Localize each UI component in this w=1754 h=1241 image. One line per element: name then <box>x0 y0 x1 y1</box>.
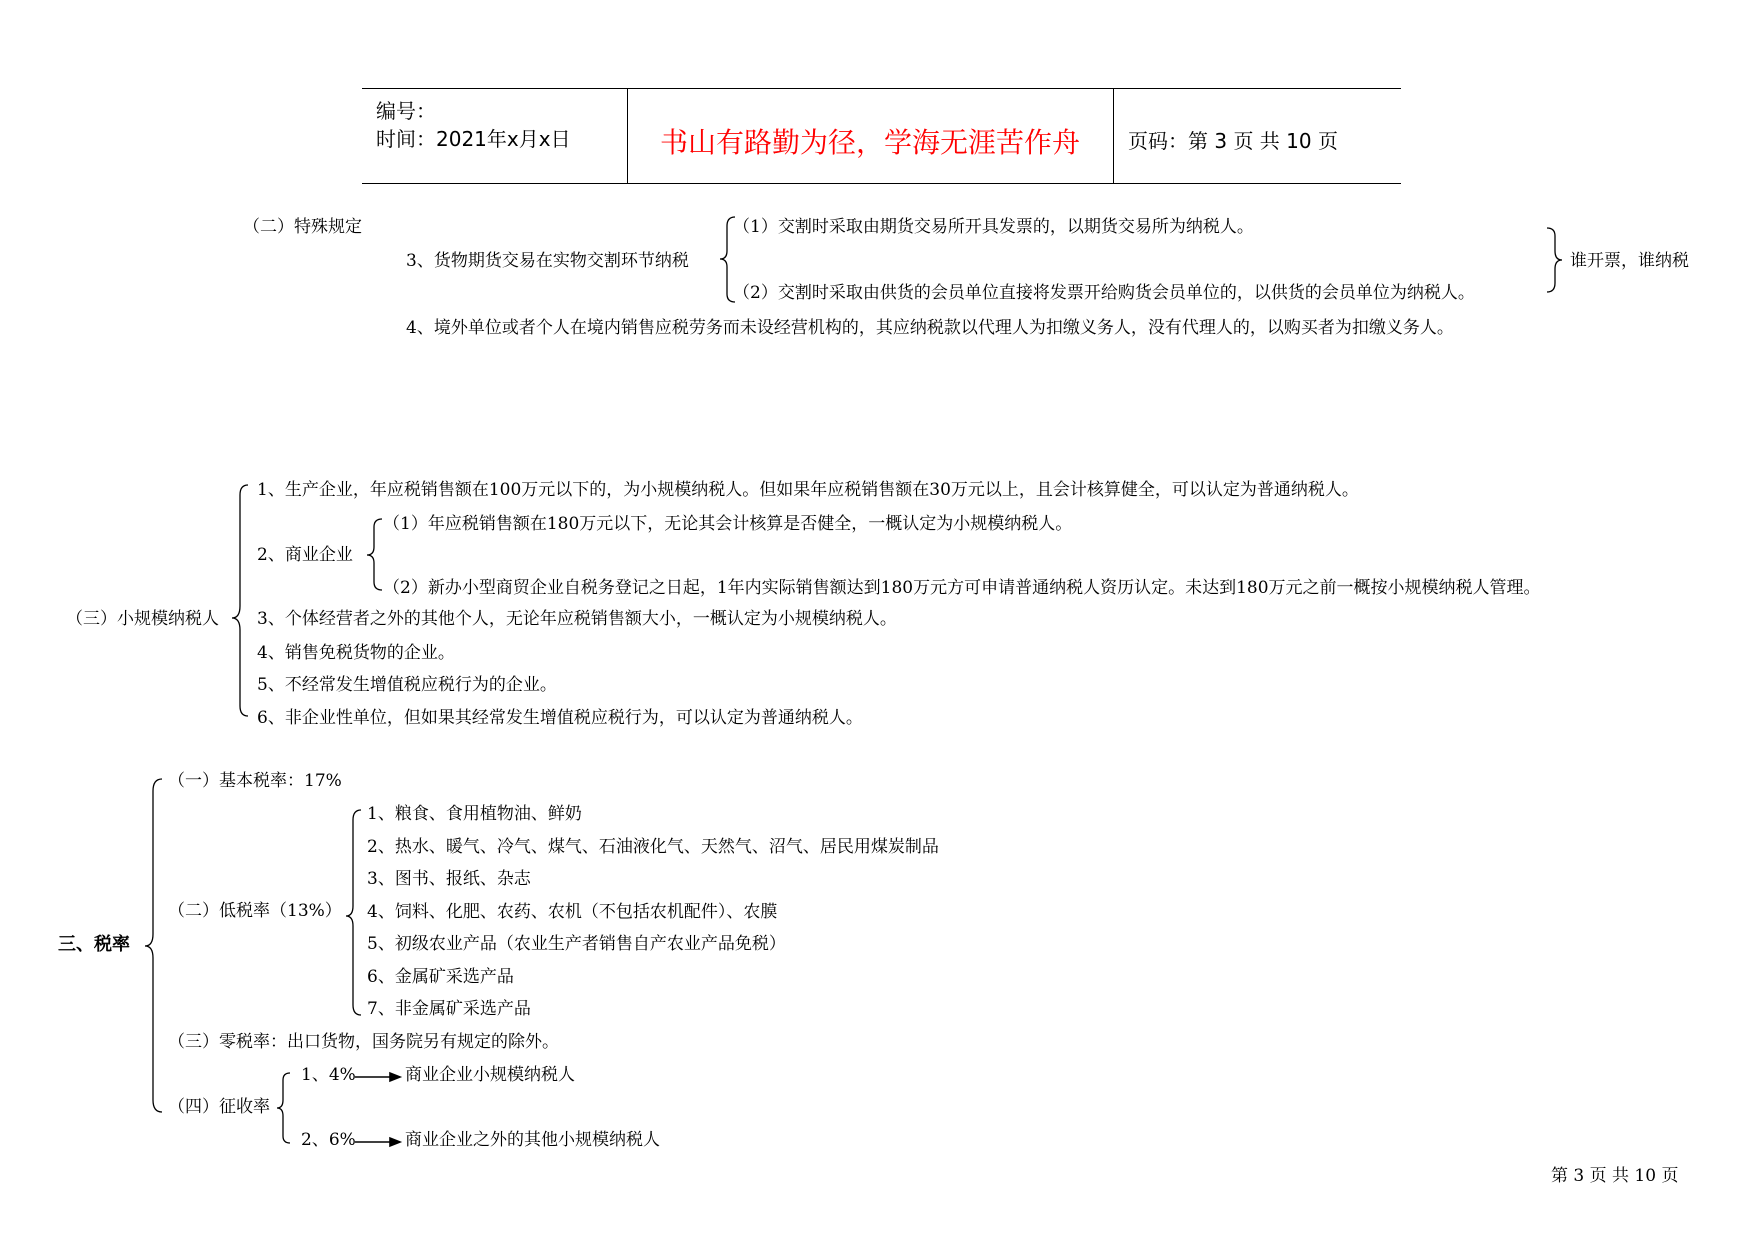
small-taxpayer-item-2: 2、商业企业 <box>257 545 353 565</box>
futures-item: 3、货物期货交易在实物交割环节纳税 <box>406 251 689 271</box>
commercial-sub-2: （2）新办小型商贸企业自税务登记之日起，1年内实际销售额达到180万元方可申请普通纳税人资历认定。未达到180万元之前一概按小规模纳税人管理。 <box>383 578 1541 598</box>
motto-text: 书山有路勤为径，学海无涯苦作舟 <box>659 126 1080 159</box>
page-label: 页码：第 3 页 共 10 页 <box>1128 129 1338 153</box>
levy-rate-6pct: 2、6% <box>301 1130 356 1150</box>
low-rate-item: 1、粮食、食用植物油、鲜奶 <box>367 804 582 824</box>
brace-small-taxpayer <box>232 485 248 716</box>
small-taxpayer-item-1: 1、生产企业，年应税销售额在100万元以下的，为小规模纳税人。但如果年应税销售额在30万元以上，且会计核算健全，可以认定为普通纳税人。 <box>257 480 1359 500</box>
brace-levy <box>277 1073 290 1143</box>
who-issues-note: 谁开票，谁纳税 <box>1570 251 1689 271</box>
levy-rate-4pct: 1、4% <box>301 1065 356 1085</box>
small-taxpayer-item-4: 4、销售免税货物的企业。 <box>257 643 455 663</box>
low-rate-item: 5、初级农业产品（农业生产者销售自产农业产品免税） <box>367 934 786 954</box>
special-rules-heading: （二）特殊规定 <box>243 217 362 237</box>
low-rate-item: 2、热水、暖气、冷气、煤气、石油液化气、天然气、沼气、居民用煤炭制品 <box>367 837 939 857</box>
basic-rate: （一）基本税率：17% <box>168 771 342 791</box>
small-taxpayer-item-6: 6、非企业性单位，但如果其经常发生增值税应税行为，可以认定为普通纳税人。 <box>257 708 863 728</box>
low-rate: （二）低税率（13%） <box>168 901 342 921</box>
brace-tax-rate <box>145 779 162 1112</box>
zero-rate: （三）零税率：出口货物，国务院另有规定的除外。 <box>168 1032 559 1052</box>
number-label: 编号： <box>376 99 436 123</box>
brace-who-issues <box>1547 228 1562 292</box>
low-rate-item: 7、非金属矿采选产品 <box>367 999 531 1019</box>
small-taxpayer-item-3: 3、个体经营者之外的其他个人，无论年应税销售额大小，一概认定为小规模纳税人。 <box>257 609 897 629</box>
small-taxpayer-heading: （三）小规模纳税人 <box>66 609 219 629</box>
low-rate-item: 3、图书、报纸、杂志 <box>367 869 531 889</box>
brace-low-rate <box>346 810 361 1015</box>
overseas-item: 4、境外单位或者个人在境内销售应税劳务而未设经营机构的，其应纳税款以代理人为扣缴义务人，没有代理人的，以购买者为扣缴义务人。 <box>406 318 1454 338</box>
tax-rate-heading: 三、税率 <box>58 934 130 955</box>
levy-target-6pct: 商业企业之外的其他小规模纳税人 <box>405 1130 660 1150</box>
commercial-sub-1: （1）年应税销售额在180万元以下，无论其会计核算是否健全，一概认定为小规模纳税人。 <box>383 514 1073 534</box>
page-footer: 第 3 页 共 10 页 <box>1551 1166 1679 1186</box>
brace-commercial <box>367 519 382 590</box>
futures-sub1: （1）交割时采取由期货交易所开具发票的，以期货交易所为纳税人。 <box>733 217 1254 237</box>
time-label: 时间：2021年x月x日 <box>376 127 571 151</box>
low-rate-item: 4、饲料、化肥、农药、农机（不包括农机配件）、农膜 <box>367 902 778 922</box>
levy-rate: （四）征收率 <box>168 1097 270 1117</box>
low-rate-item: 6、金属矿采选产品 <box>367 967 514 987</box>
small-taxpayer-item-5: 5、不经常发生增值税应税行为的企业。 <box>257 675 557 695</box>
futures-sub2: （2）交割时采取由供货的会员单位直接将发票开给购货会员单位的，以供货的会员单位为纳税人。 <box>733 283 1475 303</box>
levy-target-4pct: 商业企业小规模纳税人 <box>405 1065 575 1085</box>
